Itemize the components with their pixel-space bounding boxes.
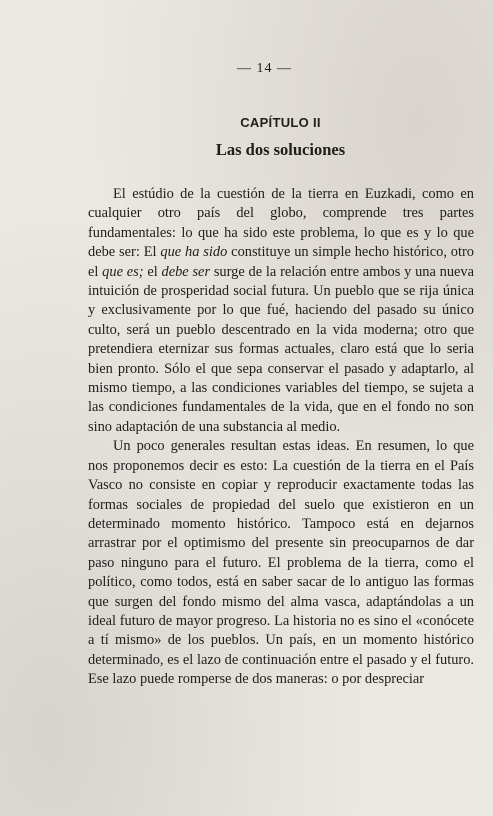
paragraph-2 [88,437,474,689]
paragraph-1-segment: El estúdio de la cuestión de la tierra en Euzkadi, como en cualquier otro país del globo, comprende tres partes fundamentales: lo que ha sido este problema, lo que es y lo que debe ser: El [88,186,474,261]
chapter-label: CAPÍTULO II [240,115,321,130]
chapter-title: Las dos soluciones [215,140,346,159]
paragraph-1-italic-segment: que ha sido [160,244,228,261]
page-number: — 14 — [237,61,292,76]
paragraph-1-segment: constituye un simple hecho histórico, otro el [88,244,474,280]
paragraph-1 [88,185,474,437]
paragraph-1-italic-segment: que es; [102,263,144,280]
paragraph-1-segment: surge de la relación entre ambos y una nueva intuición de prosperidad social futura. Un pueblo que se rija única y exclusivamente por lo que fué, haciendo del pasado su único culto, será un pueblo descentrado en la vida moderna; otro que pretendiera eternizar sus formas actuales, claro está que lo seria bien pronto. Sólo el que sepa conservar el pasado y adaptarlo, al mismo tiempo, a las condiciones variables del tiempo, se sujeta a las condiciones fundamentales de la vida, que en el fondo no son sino adaptación de una substancia al medio. [88,263,475,435]
paragraph-1-italic-segment: debe ser [161,263,211,280]
paragraph-2-segment: Un poco generales resultan estas ideas. En resumen, lo que nos proponemos decir es esto: La cuestión de la tierra en el País Vasco no consiste en copiar y reproducir exactamente todas las formas sociales de propiedad del suelo que existieron en un determinado momento histórico. Tampoco está en dejarnos arrastrar por el optimismo del presente sin preocuparnos de dar paso ninguno para el futuro. El problema de la tierra, como el político, como todos, está en saber sacar de lo antiguo las formas que surgen del fondo mismo del alma vasca, adaptándolas a un ideal futuro de mayor progreso. La historia no es sino el «conócete a tí mismo» de los pueblos. Un país, en un momento histórico determinado, es el lazo de continuación entre el pasado y el futuro. Ese lazo puede romperse de dos maneras: o por despreciar [88,438,474,688]
body-text [88,185,474,690]
paragraph-1-segment: el [143,263,162,280]
